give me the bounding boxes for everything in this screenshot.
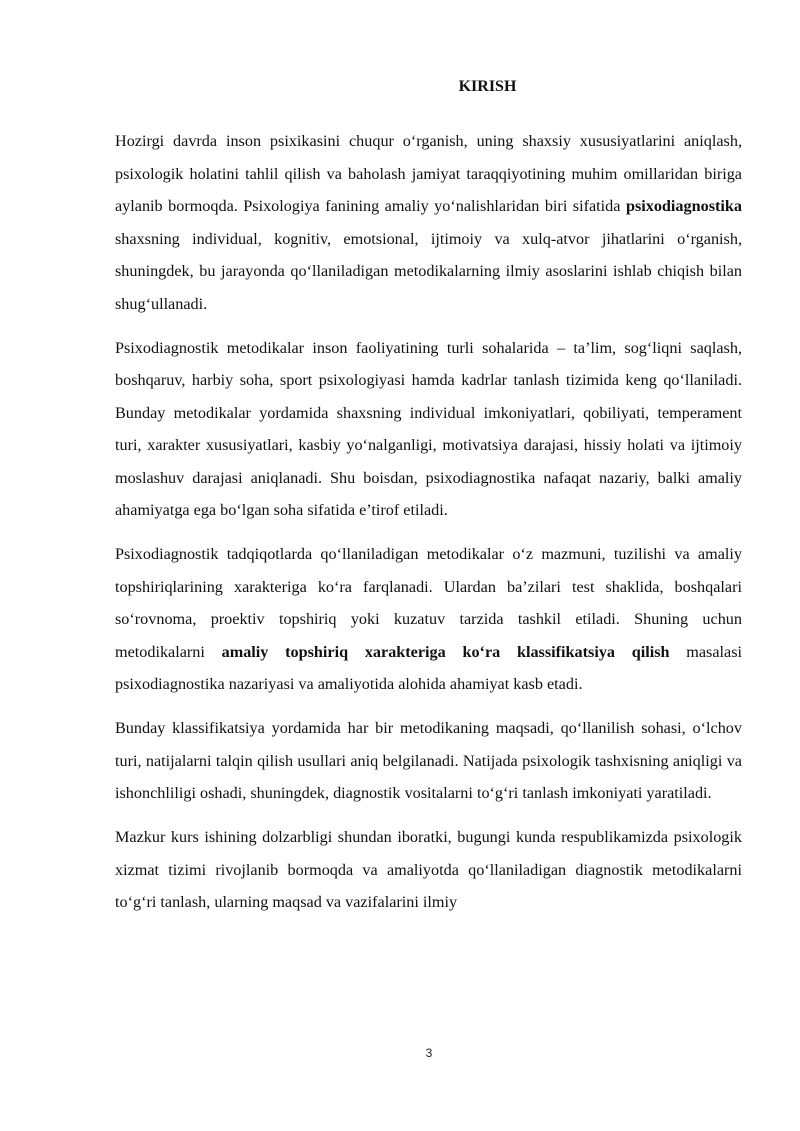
paragraph-text: Psixodiagnostik tadqiqotlarda qo‘llaniladigan metodikalar o‘z mazmuni, tuzilishi va amaliy topshiriqlarining xarakteriga ko‘ra farqlanadi. Ulardan ba’zilari test shaklida, boshqalari so‘rovnoma, proektiv topshiriq yoki kuzatuv tarzida tashkil etiladi. Shuning uchun metodikalarni (115, 545, 742, 661)
body-text (115, 125, 742, 930)
page-number: 3 (425, 1046, 433, 1060)
paragraph-text: Psixodiagnostik metodikalar inson faoliyatining turli sohalarida – ta’lim, sog‘liqni saqlash, boshqaruv, harbiy soha, sport psixologiyasi hamda kadrlar tanlash tizimida keng qo‘llaniladi. Bunday metodikalar yordamida shaxsning individual imkoniyatlari, qobiliyati, temperament turi, xarakter xususiyatlari, kasbiy yo‘nalganligi, motivatsiya darajasi, hissiy holati va ijtimoiy moslashuv darajasi aniqlanadi. Shu boisdan, psixodiagnostika nafaqat nazariy, balki amaliy ahamiyatga ega bo‘lgan soha sifatida e’tirof etiladi. (115, 338, 742, 519)
paragraph-4 (115, 712, 742, 810)
paragraph-text: masalasi psixodiagnostika nazariyasi va amaliyotida alohida ahamiyat kasb etadi. (115, 642, 742, 693)
paragraph-text: Bunday klassifikatsiya yordamida har bir metodikaning maqsadi, qo‘llanilish sohasi, o‘lchov turi, natijalarni talqin qilish usullari aniq belgilanadi. Natijada psixologik tashxisning aniqligi va ishonchliligi oshadi, shuningdek, diagnostik vositalarni to‘g‘ri tanlash imkoniyati yaratiladi. (115, 719, 742, 802)
paragraph-text: shaxsning individual, kognitiv, emotsional, ijtimoiy va xulq-atvor jihatlarini o‘rganish, shuningdek, bu jarayonda qo‘llaniladigan metodikalarning ilmiy asoslarini ishlab chiqish bilan shug‘ullanadi. (115, 229, 742, 313)
paragraph-text: Mazkur kurs ishining dolzarbligi shundan iboratki, bugungi kunda respublikamizda psixologik xizmat tizimi rivojlanib bormoqda va amaliyotda qo‘llaniladigan diagnostik metodikalarni to‘g‘ri tanlash, ularning maqsad va vazifalarini ilmiy (115, 828, 742, 911)
paragraph-5 (115, 821, 742, 919)
section-heading: KIRISH (458, 78, 517, 95)
paragraph-2 (115, 332, 742, 527)
bold-term: psixodiagnostika (625, 197, 742, 215)
paragraph-1 (115, 125, 742, 320)
paragraph-text: Hozirgi davrda inson psixikasini chuqur o‘rganish, uning shaxsiy xususiyatlarini aniqlash, psixologik holatini tahlil qilish va baholash jamiyat taraqqiyotining muhim omillaridan biriga aylanib bormoqda. Psixologiya fanining amaliy yo‘nalishlaridan biri sifatida (115, 132, 742, 215)
bold-term: amaliy topshiriq xarakteriga ko‘ra klassifikatsiya qilish (221, 642, 670, 661)
paragraph-3 (115, 538, 742, 701)
